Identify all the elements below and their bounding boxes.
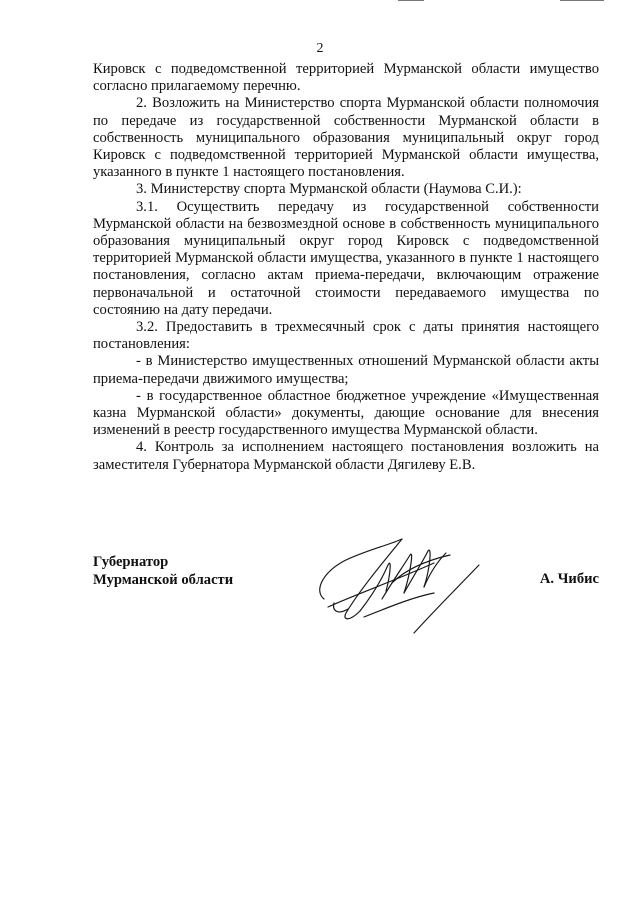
scan-edge-mark xyxy=(560,0,604,1)
signatory-name: А. Чибис xyxy=(539,571,599,587)
paragraph: 3. Министерству спорта Мурманской области (Наумова С.И.): xyxy=(136,181,522,198)
paragraph: Кировск с подведомственной территорией Мурманской области имущество согласно прилагаемому перечню. xyxy=(93,61,599,95)
paragraph: 2. Возложить на Министерство спорта Мурманской области полномочия по передаче из государственной собственности Мурманской области в собственность муниципального образования муниципальный округ город Кировск с подведомственной территорией Мурманской области имущества, указанного в пункте 1 настоящего постановления. xyxy=(93,95,599,181)
document-body xyxy=(93,61,599,474)
paragraph: - в государственное областное бюджетное учреждение «Имущественная казна Мурманской области» документы, дающие основание для внесения изменений в реестр государственного имущества Мурманской области. xyxy=(93,387,599,439)
paragraph: 3.2. Предоставить в трехмесячный срок с даты принятия настоящего постановления: xyxy=(93,319,599,353)
paragraph: - в Министерство имущественных отношений Мурманской области акты приема-передачи движимого имущества; xyxy=(93,353,599,387)
signatory-title-line: Губернатор xyxy=(93,554,169,570)
paragraph: 4. Контроль за исполнением настоящего постановления возложить на заместителя Губернатора Мурманской области Дягилеву Е.В. xyxy=(93,439,599,473)
scan-edge-mark xyxy=(398,0,424,1)
page-number: 2 xyxy=(316,41,324,56)
signatory-title xyxy=(93,554,233,589)
paragraph: 3.1. Осуществить передачу из государственной собственности Мурманской области на безвозмездной основе в собственность муниципального образования муниципальный округ город Кировск с подведомственной территорией Мурманской области имущества, указанного в пункте 1 настоящего постановления, согласно актам приема-передачи, включающим отражение первоначальной и остаточной стоимости передаваемого имущества по состоянию на дату передачи. xyxy=(93,198,599,318)
signatory-title-line: Мурманской области xyxy=(93,571,234,588)
handwritten-signature-icon xyxy=(264,521,524,641)
